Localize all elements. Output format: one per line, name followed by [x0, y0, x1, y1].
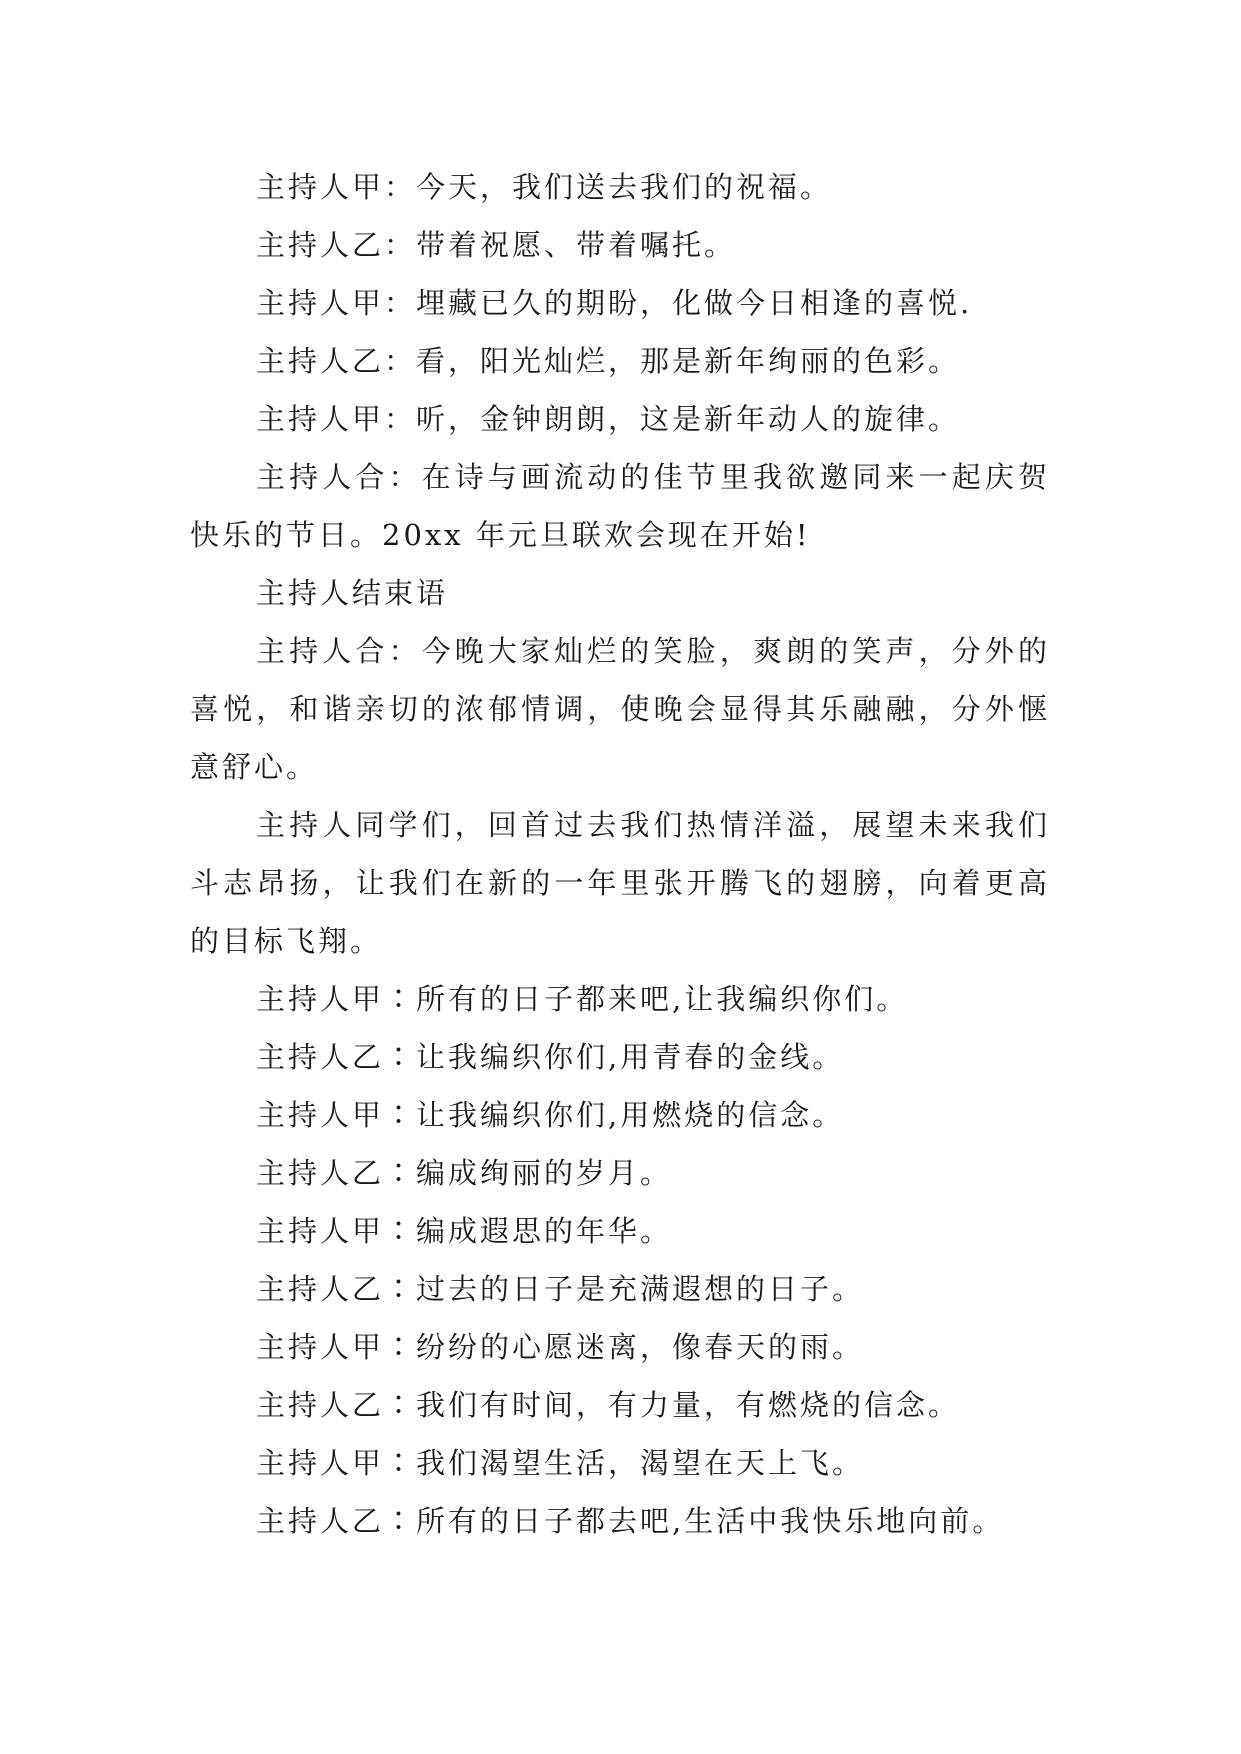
paragraph: 主持人甲∶编成遐思的年华。 — [256, 1214, 673, 1248]
paragraph: 主持人甲∶所有的日子都来吧,让我编织你们。 — [256, 982, 909, 1016]
document-body — [190, 158, 1050, 1550]
paragraph: 主持人乙∶让我编织你们,用青春的金线。 — [256, 1040, 845, 1074]
paragraph: 主持人乙∶编成绚丽的岁月。 — [256, 1156, 673, 1190]
paragraph: 主持人甲：听，金钟朗朗，这是新年动人的旋律。 — [256, 402, 961, 436]
paragraph: 主持人同学们，回首过去我们热情洋溢，展望未来我们斗志昂扬，让我们在新的一年里张开腾飞的翅膀，向着更高的目标飞翔。 — [190, 808, 1050, 958]
paragraph: 主持人合：在诗与画流动的佳节里我欲邀同来一起庆贺快乐的节日。20xx 年元旦联欢会现在开始! — [190, 460, 1050, 552]
paragraph: 主持人乙∶所有的日子都去吧,生活中我快乐地向前。 — [256, 1504, 1005, 1538]
paragraph: 主持人甲∶让我编织你们,用燃烧的信念。 — [256, 1098, 845, 1132]
section-heading: 主持人结束语 — [256, 576, 449, 610]
paragraph: 主持人甲∶我们渴望生活，渴望在天上飞。 — [256, 1446, 865, 1480]
paragraph: 主持人乙∶过去的日子是充满遐想的日子。 — [256, 1272, 865, 1306]
paragraph: 主持人甲：今天，我们送去我们的祝福。 — [256, 170, 833, 204]
paragraph: 主持人甲∶纷纷的心愿迷离，像春天的雨。 — [256, 1330, 865, 1364]
paragraph: 主持人乙：带着祝愿、带着嘱托。 — [256, 228, 737, 262]
paragraph: 主持人乙：看，阳光灿烂，那是新年绚丽的色彩。 — [256, 344, 961, 378]
paragraph: 主持人乙∶我们有时间，有力量，有燃烧的信念。 — [256, 1388, 961, 1422]
paragraph: 主持人合：今晚大家灿烂的笑脸，爽朗的笑声，分外的喜悦，和谐亲切的浓郁情调，使晚会显得其乐融融，分外惬意舒心。 — [190, 634, 1050, 784]
paragraph: 主持人甲：埋藏已久的期盼，化做今日相逢的喜悦. — [256, 286, 973, 320]
